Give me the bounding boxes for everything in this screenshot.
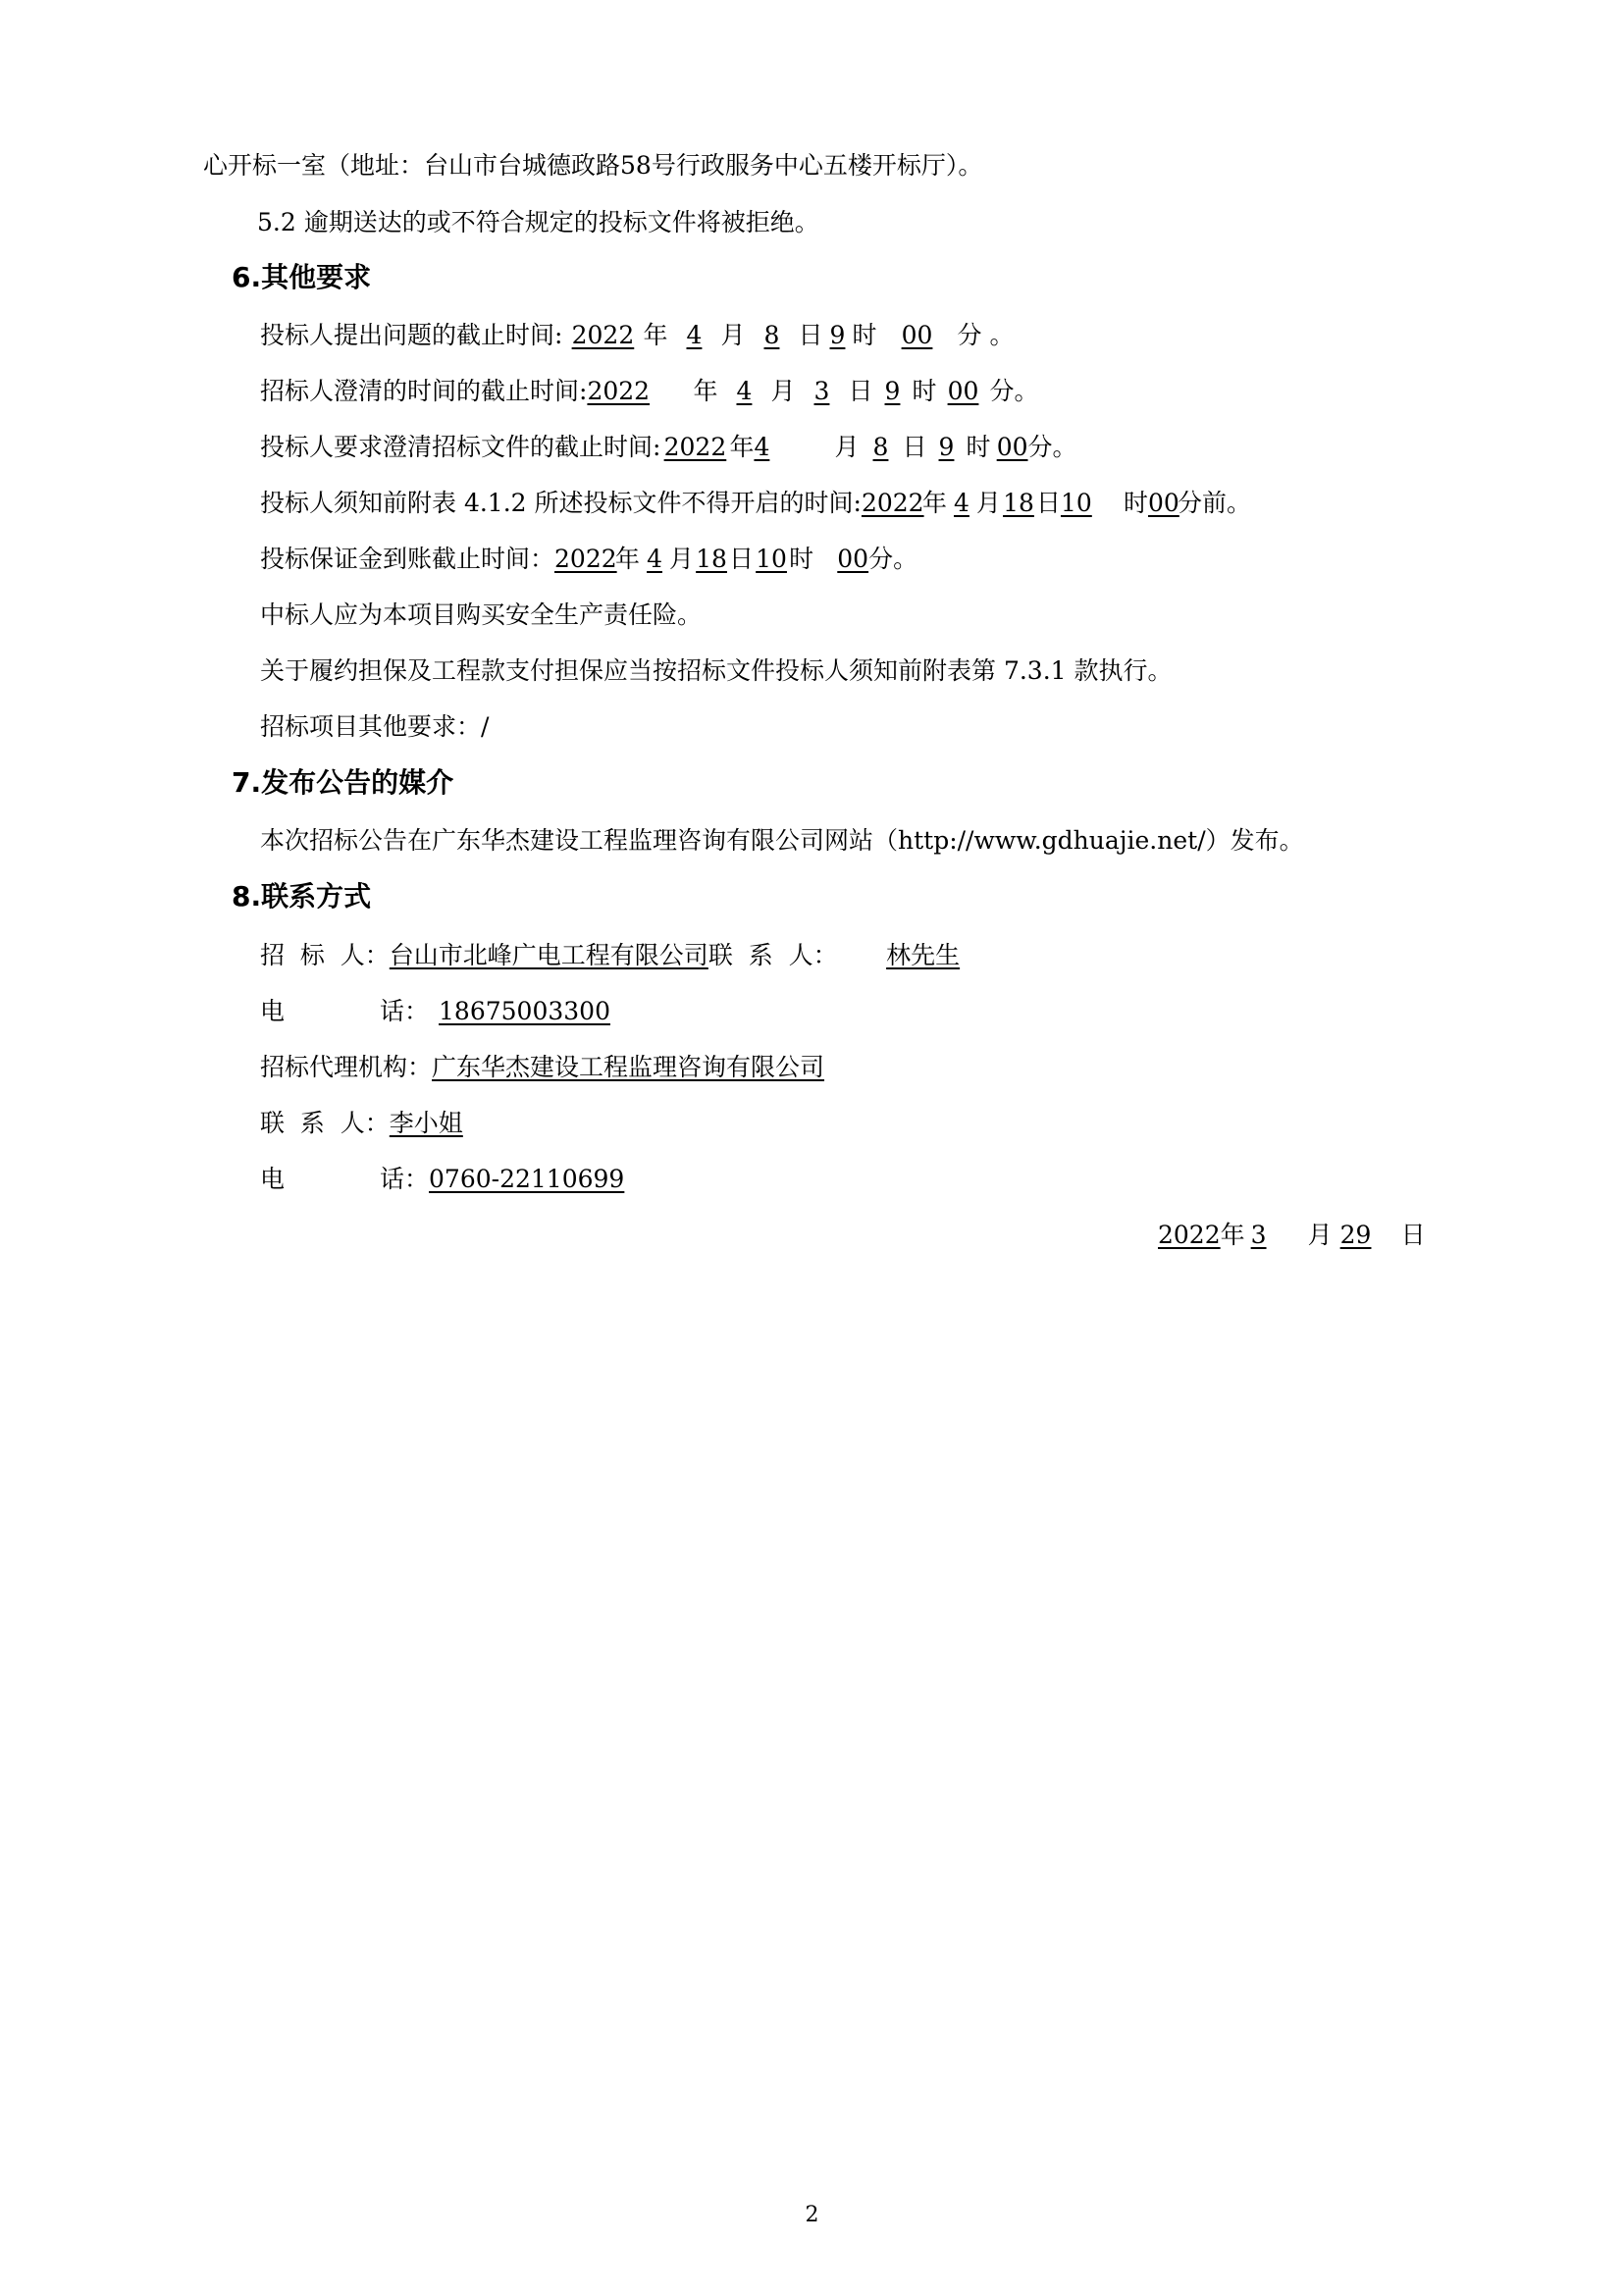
item-5-2: 5.2 逾期送达的或不符合规定的投标文件将被拒绝。 [257,208,819,236]
insurance-requirement: 中标人应为本项目购买安全生产责任险。 [260,600,703,629]
year-value: 2022 [663,433,727,461]
hour-value: 9 [829,321,846,349]
unit: 年 [729,433,755,461]
contact-label: 联 系 人： [707,941,838,969]
tenderer-label: 招 标 人： [260,941,390,969]
section-7-title: 7.发布公告的媒介 [232,766,454,799]
agency-row [260,1051,824,1084]
year-value: 2022 [587,377,651,405]
hour-value: 9 [938,433,955,461]
year-value: 2022 [571,321,635,349]
minute-value: 00 [947,377,979,405]
unit: 月 [720,321,746,349]
year-value: 2022 [861,489,924,517]
month-value: 4 [686,321,703,349]
unit: 日 [1035,489,1061,517]
phone-label-b: 话： [380,1165,430,1193]
section-6-title: 6.其他要求 [232,261,372,293]
month-value: 4 [736,377,753,405]
year-value: 2022 [554,545,617,573]
clarify-deadline [260,375,1039,408]
hour-value: 10 [756,545,787,573]
media-text: 本次招标公告在广东华杰建设工程监理咨询有限公司网站（http://www.gdhuajie.net/）发布。 [260,826,1304,855]
unit: 年 [643,321,668,349]
deposit-deadline [260,543,917,576]
unit: 时 [852,321,877,349]
label: 招标人澄清的时间的截止时间: [260,377,588,405]
tenderer-name: 台山市北峰广电工程有限公司 [389,941,708,969]
unit: 月 [1307,1221,1333,1249]
month-value: 4 [954,489,969,517]
continuation-text: 心开标一室（地址：台山市台城德政路58号行政服务中心五楼开标厅）。 [203,151,983,180]
month-value: 4 [647,545,662,573]
year-value: 2022 [1158,1221,1221,1249]
phone-label-b: 话： [380,997,430,1025]
unit: 时 [966,433,991,461]
agency-name: 广东华杰建设工程监理咨询有限公司 [432,1053,825,1081]
minute-value: 00 [901,321,933,349]
minute-value: 00 [1148,489,1179,517]
unit: 日 [729,545,755,573]
minute-value: 00 [996,433,1028,461]
agency-phone: 0760-22110699 [429,1165,625,1193]
label: 投标人提出问题的截止时间: [260,321,563,349]
unit: 月 [834,433,860,461]
day-value: 29 [1339,1221,1372,1249]
agency-phone-row [260,1163,624,1196]
hour-value: 9 [884,377,901,405]
unit: 年 [615,545,641,573]
unit: 日 [902,433,927,461]
suffix: 分前。 [1178,489,1252,517]
suffix: 分。 [989,377,1039,405]
label: 投标保证金到账截止时间： [260,545,555,573]
unit: 年 [1220,1221,1245,1249]
no-open-time [260,487,1251,520]
tenderer-phone-row [260,995,610,1028]
agency-contact-name: 李小姐 [389,1109,463,1137]
tenderer-phone: 18675003300 [439,997,610,1025]
label: 投标人须知前附表 4.1.2 所述投标文件不得开启的时间: [260,489,862,517]
day-value: 8 [763,321,780,349]
unit: 时 [912,377,937,405]
day-value: 3 [813,377,830,405]
tenderer-row [260,939,1009,972]
unit: 时 [789,545,814,573]
minute-value: 00 [837,545,869,573]
phone-label-a: 电 [260,997,286,1025]
suffix: 分 。 [957,321,1015,349]
unit: 月 [975,489,1001,517]
phone-label-a: 电 [260,1165,286,1193]
unit: 年 [921,489,947,517]
unit: 月 [669,545,695,573]
day-value: 8 [872,433,889,461]
suffix: 分。 [868,545,918,573]
month-value: 4 [754,433,770,461]
unit: 日 [1400,1221,1426,1249]
label: 投标人要求澄清招标文件的截止时间: [260,433,661,461]
suffix: 分。 [1027,433,1077,461]
unit: 时 [1123,489,1148,517]
unit: 月 [770,377,796,405]
page-number: 2 [805,2203,819,2227]
other-requirement: 招标项目其他要求：/ [260,712,490,741]
hour-value: 10 [1060,489,1092,517]
unit: 日 [798,321,823,349]
signature-date [1158,1219,1426,1252]
contact-name: 林先生 [886,941,961,969]
guarantee-requirement: 关于履约担保及工程款支付担保应当按招标文件投标人须知前附表第 7.3.1 款执行。 [260,656,1173,685]
month-value: 3 [1250,1221,1267,1249]
day-value: 18 [1003,489,1034,517]
agency-contact-label: 联 系 人： [260,1109,390,1137]
unit: 年 [693,377,718,405]
request-clarify-deadline [260,431,1077,464]
agency-label: 招标代理机构： [260,1053,433,1081]
day-value: 18 [696,545,727,573]
agency-contact-row [260,1107,463,1140]
question-deadline [260,319,1014,352]
section-8-title: 8.联系方式 [232,880,372,913]
unit: 日 [848,377,873,405]
